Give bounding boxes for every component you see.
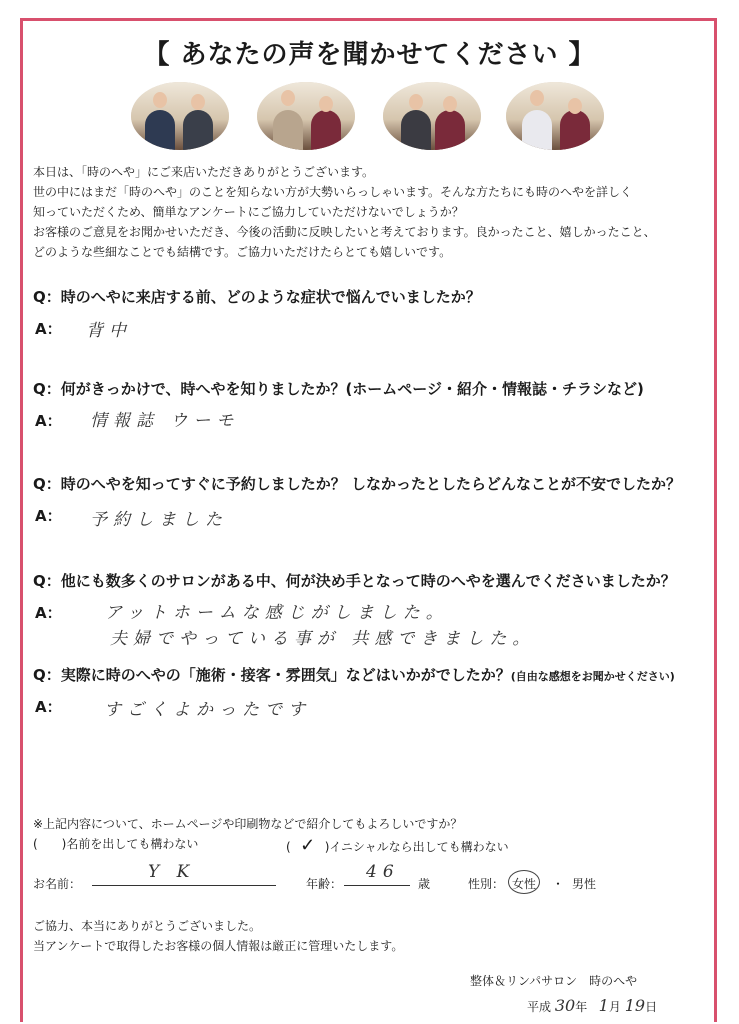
page-title: 【 あなたの声を聞かせてください 】 bbox=[143, 40, 596, 70]
question-5 bbox=[33, 664, 723, 685]
age-field[interactable] bbox=[344, 885, 410, 886]
consent-option-name[interactable]: ( )名前を出しても構わない bbox=[33, 837, 199, 851]
answer-label-5: A： bbox=[35, 698, 62, 716]
question-1: Q：時のへやに来店する前、どのような症状で悩んでいましたか？ bbox=[33, 288, 481, 306]
question-4: Q：他にも数多くのサロンがある中、何が決め手となって時のへやを選んでくださいましたか？ bbox=[33, 572, 676, 590]
consent-question: ※上記内容について、ホームページや印刷物などで紹介してもよろしいですか？ bbox=[33, 817, 463, 831]
gender-separator: ・ bbox=[552, 877, 565, 891]
answer-1: 背中 bbox=[86, 321, 132, 341]
consent-option-initial[interactable] bbox=[286, 835, 509, 856]
staff-photo-1 bbox=[131, 82, 229, 150]
answer-4-line-2: 夫婦でやっている事が 共感できました。 bbox=[110, 629, 536, 649]
gender-female-label: 女性 bbox=[512, 877, 537, 891]
consent-open-paren: ( bbox=[286, 840, 291, 854]
question-3: Q：時のへやを知ってすぐに予約しましたか？ しなかったとしたらどんなことが不安でしたか？ bbox=[33, 475, 681, 493]
check-mark-icon: ✓ bbox=[300, 835, 316, 856]
intro-line: どのような些細なことでも結構です。ご協力いただけたらとても嬉しいです。 bbox=[33, 245, 452, 259]
survey-date bbox=[527, 996, 657, 1015]
date-day: 19 bbox=[624, 996, 646, 1015]
age-label: 年齢： bbox=[306, 877, 343, 891]
name-field[interactable] bbox=[92, 885, 276, 886]
date-era: 平成 bbox=[527, 1000, 552, 1014]
intro-line: 本日は、「時のへや」にご来店いただきありがとうございます。 bbox=[33, 165, 375, 179]
gender-label: 性別： bbox=[468, 877, 505, 891]
shop-name: 整体＆リンパサロン 時のへや bbox=[470, 974, 638, 988]
name-label: お名前： bbox=[33, 877, 82, 891]
question-5-note: (自由な感想をお聞かせください) bbox=[510, 670, 675, 683]
staff-photo-3 bbox=[383, 82, 481, 150]
intro-text bbox=[33, 162, 713, 262]
staff-photo-strip bbox=[0, 82, 739, 152]
staff-photo-2 bbox=[257, 82, 355, 150]
selected-circle-icon bbox=[508, 870, 540, 894]
name-value: Y K bbox=[148, 862, 196, 882]
age-unit: 歳 bbox=[418, 877, 431, 891]
answer-5: すごくよかったです bbox=[104, 700, 311, 720]
answer-label-2: A： bbox=[35, 412, 62, 430]
gender-male-option[interactable] bbox=[572, 875, 596, 892]
closing-thanks: ご協力、本当にありがとうございました。 bbox=[33, 919, 262, 933]
question-5-text: Q：実際に時のへやの「施術・接客・雰囲気」などはいかがでしたか？ bbox=[33, 666, 511, 684]
staff-photo-4 bbox=[506, 82, 604, 150]
answer-3: 予約しました bbox=[90, 510, 228, 530]
intro-line: 知っていただくため、簡単なアンケートにご協力していただけないでしょうか？ bbox=[33, 205, 464, 219]
question-2: Q：何がきっかけで、時へやを知りましたか？(ホームページ・紹介・情報誌・チラシなど) bbox=[33, 380, 644, 398]
age-value: 46 bbox=[366, 862, 400, 882]
intro-line: お客様のご意見をお聞かせいただき、今後の活動に反映したいと考えております。良かったこと、嬉しかったこと、 bbox=[33, 225, 656, 239]
date-year-unit: 年 bbox=[575, 1000, 588, 1014]
answer-label-1: A： bbox=[35, 320, 62, 338]
gender-male-label: 男性 bbox=[572, 877, 597, 891]
date-year: 30 bbox=[554, 996, 576, 1015]
date-day-unit: 日 bbox=[645, 1000, 658, 1014]
closing-privacy: 当アンケートで取得したお客様の個人情報は厳正に管理いたします。 bbox=[33, 939, 404, 953]
consent-option-initial-label: )イニシャルなら出しても構わない bbox=[324, 840, 509, 854]
answer-4-line-1: アットホームな感じがしました。 bbox=[105, 603, 449, 623]
answer-label-4: A： bbox=[35, 604, 62, 622]
answer-label-3: A： bbox=[35, 507, 62, 525]
intro-line: 世の中にはまだ「時のへや」のことを知らない方が大勢いらっしゃいます。そんな方たちにも時のへやを詳しく bbox=[33, 185, 633, 199]
date-month: 1 bbox=[598, 996, 609, 1015]
answer-2: 情報誌 ウーモ bbox=[90, 411, 240, 431]
date-month-unit: 月 bbox=[608, 1000, 621, 1014]
